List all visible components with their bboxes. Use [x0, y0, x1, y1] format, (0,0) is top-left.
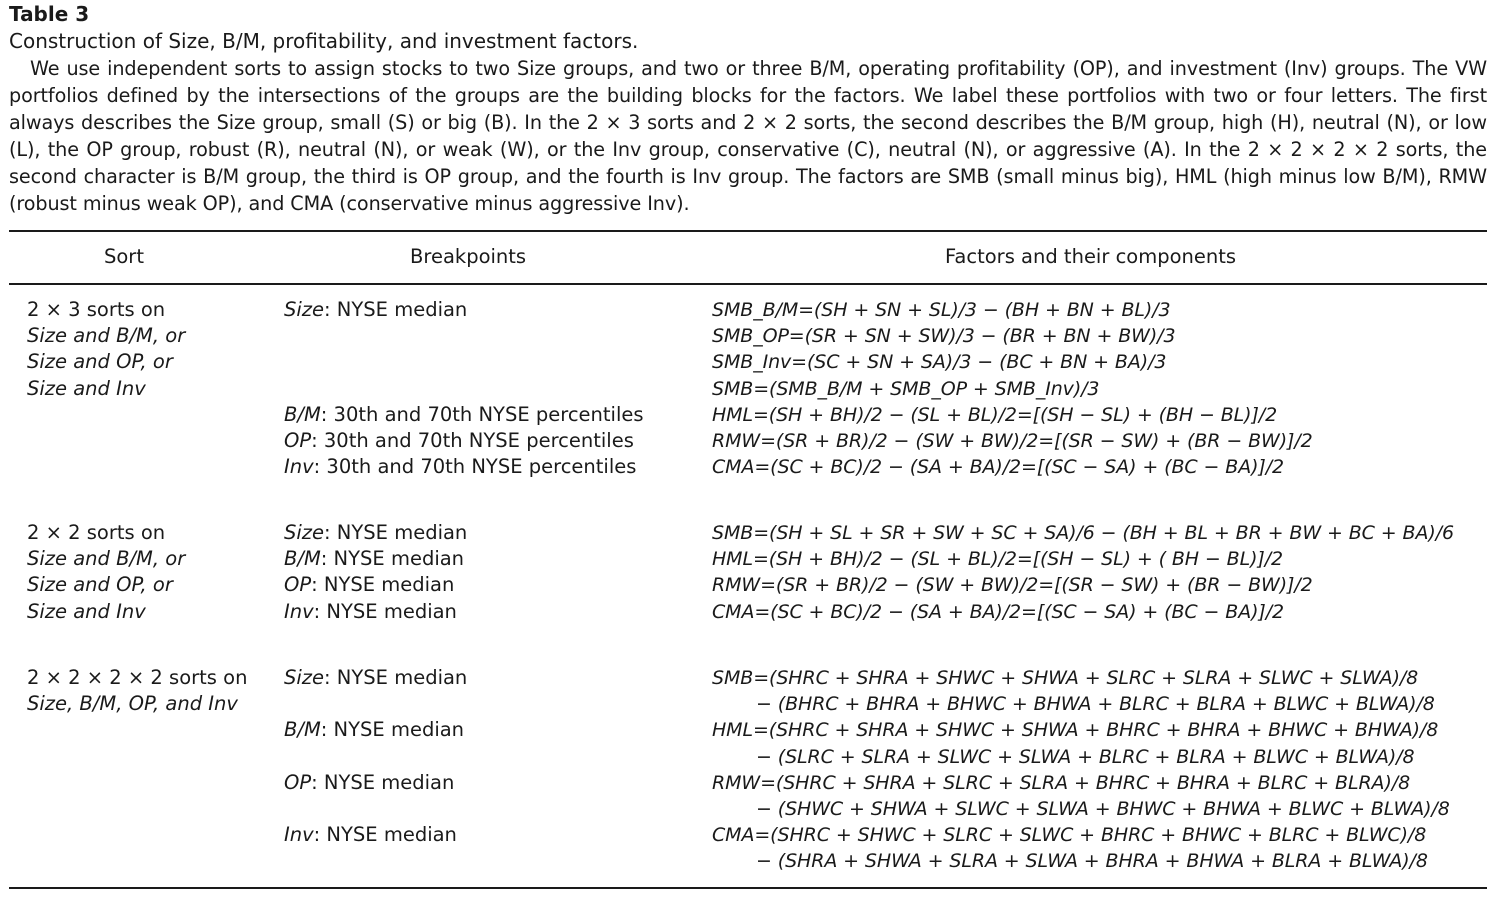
- formula: SMB_Inv=(SC + SN + SA)/3 − (BC + BN + BA)/3: [712, 351, 1167, 374]
- formula: SMB_OP=(SR + SN + SW)/3 − (BR + BN + BW)/3: [712, 325, 1176, 348]
- formula: HML=(SH + BH)/2 − (SL + BL)/2=[(SH − SL) + (BH − BL)]/2: [712, 403, 1278, 426]
- header-sort: Sort: [104, 245, 144, 268]
- group2-sort-line2: Size and B/M, or: [27, 547, 186, 571]
- bp-text: : NYSE median: [313, 823, 457, 846]
- group1-sort-line3: Size and OP, or: [27, 350, 173, 374]
- bp-label: OP: [284, 429, 312, 453]
- formula: HML=(SHRC + SHRA + SHWC + SHWA + BHRC + BHRA + BHWC + BHWA)/8: [712, 719, 1439, 742]
- formula: CMA=(SHRC + SHWC + SLRC + SLWC + BHRC + BHWC + BLRC + BLWC)/8: [712, 824, 1427, 847]
- bp-text: : NYSE median: [320, 718, 465, 741]
- formula: SMB=(SH + SL + SR + SW + SC + SA)/6 − (BH + BL + BR + BW + BC + BA)/6: [712, 522, 1454, 544]
- bp-label: Size: [284, 666, 325, 689]
- group2-breakpoints: [284, 520, 467, 625]
- bp-text: : 30th and 70th NYSE percentiles: [313, 455, 637, 479]
- bp-text: : NYSE median: [324, 521, 468, 544]
- group3-breakpoint-size: [284, 665, 467, 691]
- formula: RMW=(SHRC + SHRA + SLRC + SLRA + BHRC + BHRA + BLRC + BLRA)/8: [712, 771, 1411, 794]
- bp-label: Inv: [284, 823, 314, 846]
- formula: SMB_B/M=(SH + SN + SL)/3 − (BH + BN + BL)/3: [712, 299, 1171, 321]
- table-description: We use independent sorts to assign stocks to two Size groups, and two or three B/M, operating profitability (OP), and investment (Inv) groups. The VW portfolios defined by the intersections of the groups are the building blocks for the factors. We label these portfolios with two or four letters. The first always describes the Size group, small (S) or big (B). In the 2 × 3 sorts and 2 × 2 sorts, the second describes the B/M group, high (H), neutral (N), or low (L), the OP group, robust (R), neutral (N), or weak (W), or the Inv group, conservative (C), neutral (N), or aggressive (A). In the 2 × 2 × 2 × 2 sorts, the second character is B/M group, the third is OP group, and the fourth is Inv group. The factors are SMB (small minus big), HML (high minus low B/M), RMW (robust minus weak OP), and CMA (conservative minus aggressive Inv).: [9, 57, 1487, 215]
- group1-sort-line1: 2 × 3 sorts on: [27, 298, 166, 321]
- group3-breakpoint-inv: [284, 822, 457, 848]
- group3-sort-line1: 2 × 2 × 2 × 2 sorts on: [27, 666, 248, 689]
- group2-breakpoint-op: [284, 572, 467, 598]
- formula: CMA=(SC + BC)/2 − (SA + BA)/2=[(SC − SA) + (BC − BA)]/2: [712, 456, 1285, 479]
- group1-sort-line2: Size and B/M, or: [27, 324, 186, 348]
- bp-text: : 30th and 70th NYSE percentiles: [311, 429, 634, 453]
- formula: SMB=(SMB_B/M + SMB_OP + SMB_Inv)/3: [712, 377, 1100, 400]
- formula: RMW=(SR + BR)/2 − (SW + BW)/2=[(SR − SW) + (BR − BW)]/2: [712, 574, 1313, 597]
- group1-formulas: [712, 297, 1313, 480]
- group2-breakpoint-inv: [284, 599, 467, 625]
- bp-text: : 30th and 70th NYSE percentiles: [320, 403, 644, 426]
- formula-continuation: − (SHRA + SHWA + SLRA + SLWA + BHRA + BHWA + BLRA + BLWA)/8: [756, 850, 1428, 873]
- group2-formulas: [712, 520, 1454, 625]
- formula: HML=(SH + BH)/2 − (SL + BL)/2=[(SH − SL) + ( BH − BL)]/2: [712, 548, 1284, 571]
- formula: SMB=(SHRC + SHRA + SHWC + SHWA + SLRC + SLRA + SLWC + SLWA)/8: [712, 667, 1419, 689]
- bp-label: OP: [284, 573, 312, 597]
- bp-text: : NYSE median: [311, 573, 455, 597]
- formula: CMA=(SC + BC)/2 − (SA + BA)/2=[(SC − SA) + (BC − BA)]/2: [712, 600, 1285, 623]
- formula-continuation: − (BHRC + BHRA + BHWC + BHWA + BLRC + BLRA + BLWC + BLWA)/8: [756, 693, 1435, 716]
- bp-text: : NYSE median: [324, 666, 468, 689]
- header-factors: Factors and their components: [945, 245, 1237, 268]
- group2-breakpoint-bm: [284, 546, 467, 572]
- header-breakpoints: Breakpoints: [410, 245, 527, 268]
- bp-label: Inv: [284, 599, 314, 623]
- formula-continuation: − (SHWC + SHWA + SLWC + SLWA + BHWC + BHWA + BLWC + BLWA)/8: [756, 798, 1450, 821]
- bp-text: : NYSE median: [311, 771, 455, 794]
- bp-label: Size: [284, 521, 325, 544]
- bp-label: B/M: [284, 718, 321, 741]
- group3-sort: [27, 665, 247, 717]
- bottom-rule: [9, 887, 1487, 889]
- group2-breakpoint-size: [284, 520, 467, 546]
- table-label: Table 3: [9, 2, 90, 26]
- group2-sort-line4: Size and Inv: [27, 599, 146, 623]
- group1-breakpoint-bm: [284, 402, 644, 428]
- group2-sort-line3: Size and OP, or: [27, 573, 173, 597]
- group1-breakpoint-inv: [284, 454, 644, 480]
- header-rule: [9, 283, 1487, 285]
- top-rule: [9, 230, 1487, 232]
- bp-label: B/M: [284, 547, 321, 571]
- bp-label: OP: [284, 771, 312, 794]
- bp-label: B/M: [284, 403, 321, 426]
- formula-continuation: − (SLRC + SLRA + SLWC + SLWA + BLRC + BLRA + BLWC + BLWA)/8: [756, 745, 1415, 768]
- group1-breakpoint-op: [284, 428, 644, 454]
- group3-formulas: [712, 665, 1450, 875]
- group1-sort: [27, 297, 185, 402]
- group1-breakpoint-size: [284, 297, 467, 323]
- bp-label: Size: [284, 298, 325, 321]
- group3-sort-line2: Size, B/M, OP, and Inv: [27, 692, 238, 716]
- bp-label: Inv: [284, 455, 314, 479]
- group1-breakpoints-rest: [284, 402, 644, 481]
- group3-breakpoint-op: [284, 770, 454, 796]
- bp-text: : NYSE median: [324, 298, 468, 321]
- bp-text: : NYSE median: [320, 547, 465, 571]
- table-caption: Construction of Size, B/M, profitability, and investment factors.: [9, 29, 639, 53]
- formula: RMW=(SR + BR)/2 − (SW + BW)/2=[(SR − SW) + (BR − BW)]/2: [712, 430, 1313, 453]
- group3-breakpoint-bm: [284, 717, 464, 743]
- group2-sort: [27, 520, 185, 625]
- bp-text: : NYSE median: [313, 599, 457, 623]
- group2-sort-line1: 2 × 2 sorts on: [27, 521, 166, 544]
- group1-sort-line4: Size and Inv: [27, 376, 146, 400]
